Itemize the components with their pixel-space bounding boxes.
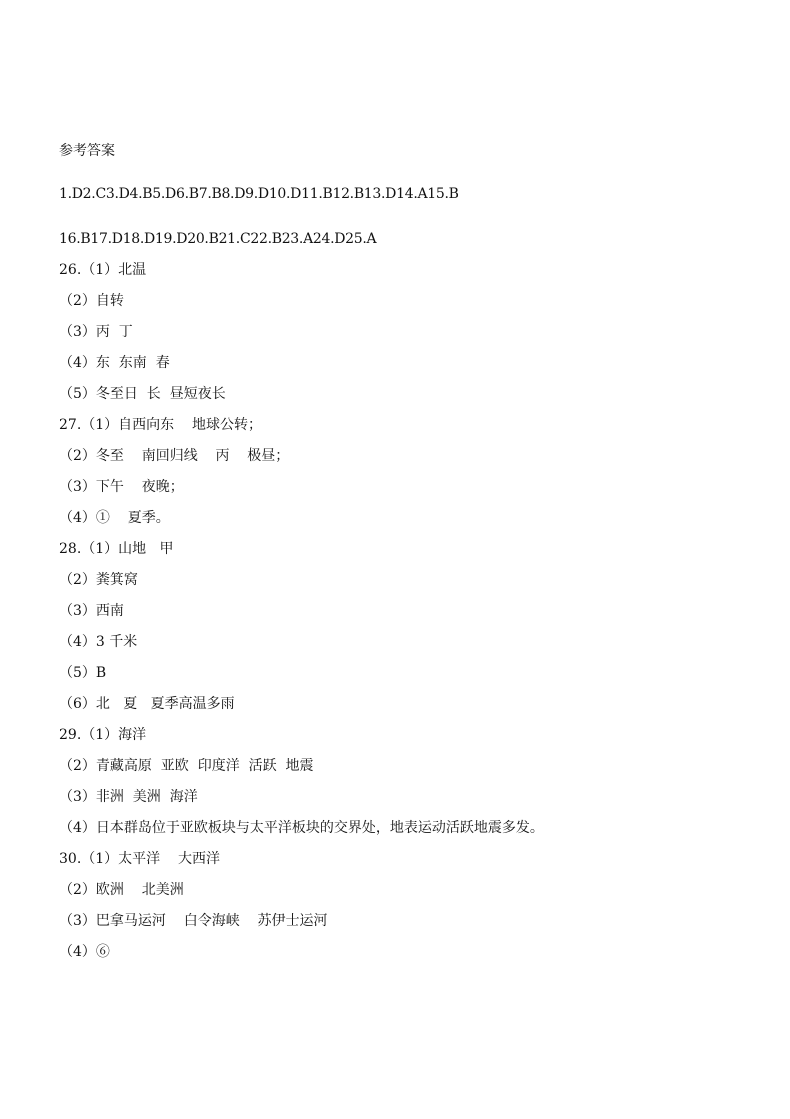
answer-line: （2）欧洲 北美洲 <box>59 882 184 898</box>
answer-line: 30.（1）太平洋 大西洋 <box>59 851 220 867</box>
answer-line: （4）日本群岛位于亚欧板块与太平洋板块的交界处，地表运动活跃地震多发。 <box>59 820 544 836</box>
answer-line: （4）① 夏季。 <box>59 510 170 526</box>
multiple-choice-answers-row-2: 16.B17.D18.D19.D20.B21.C22.B23.A24.D25.A <box>59 231 377 247</box>
answer-line: （2）粪箕窝 <box>59 572 138 588</box>
answer-line: （2）冬至 南回归线 丙 极昼； <box>59 448 290 464</box>
answer-line: （4）3 千米 <box>59 634 138 650</box>
answer-line: （4）⑥ <box>59 944 110 960</box>
answer-line: （5）冬至日 长 昼短夜长 <box>59 386 226 402</box>
answer-line: （3）西南 <box>59 603 124 619</box>
answer-line: （3）巴拿马运河 白令海峡 苏伊士运河 <box>59 913 328 929</box>
answer-line: （2）青藏高原 亚欧 印度洋 活跃 地震 <box>59 758 314 774</box>
answer-line: （6）北 夏 夏季高温多雨 <box>59 696 235 712</box>
answer-lines <box>59 259 544 972</box>
answer-line: （5）B <box>59 665 107 681</box>
answer-line: （2）自转 <box>59 293 124 309</box>
answer-line: （3）非洲 美洲 海洋 <box>59 789 198 805</box>
answer-line: （4）东 东南 春 <box>59 355 170 371</box>
answer-line: （3）丙 丁 <box>59 324 133 340</box>
answer-line: 27.（1）自西向东 地球公转； <box>59 417 262 433</box>
answer-line: 26.（1）北温 <box>59 262 147 278</box>
answer-line: 28.（1）山地 甲 <box>59 541 174 557</box>
answer-line: （3）下午 夜晚； <box>59 479 184 495</box>
document-title: 参考答案 <box>59 143 115 159</box>
multiple-choice-answers-row-1: 1.D2.C3.D4.B5.D6.B7.B8.D9.D10.D11.B12.B13.D14.A15.B <box>59 186 459 202</box>
answer-line: 29.（1）海洋 <box>59 727 147 743</box>
